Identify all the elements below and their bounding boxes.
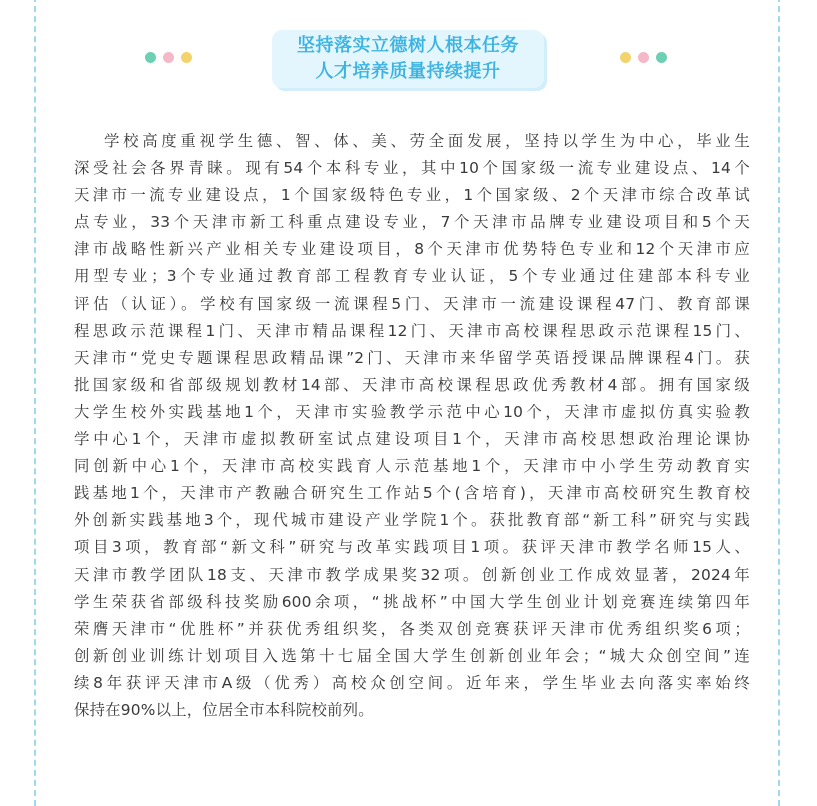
paragraph-line: 同创新中心1个，天津市高校实践育人示范基地1个，天津市中小学生劳动教育实 [74,457,750,476]
section-title-line-1: 坚持落实立德树人根本任务 [297,35,519,56]
paragraph-line: 天津市“党史专题课程思政精品课”2门、天津市来华留学英语授课品牌课程4门。获 [74,348,750,367]
paragraph-line: 津市战略性新兴产业相关专业建设项目，8个天津市优势特色专业和12个天津市应 [74,240,750,259]
dot-pink [163,52,174,63]
paragraph-line: 学校高度重视学生德、智、体、美、劳全面发展，坚持以学生为中心，毕业生 [104,132,750,150]
dot-green [145,52,156,63]
paragraph-line: 创新创业训练计划项目入选第十七届全国大学生创新创业年会；“城大众创空间”连 [74,646,750,665]
paragraph-line: 程思政示范课程1门、天津市精品课程12门、天津市高校课程思政示范课程15门、 [74,321,750,340]
dot-green [656,52,667,63]
paragraph-line: 点专业，33个天津市新工科重点建设专业，7个天津市品牌专业建设项目和5个天 [74,213,750,232]
paragraph-line: 续8年获评天津市A级（优秀）高校众创空间。近年来，学生毕业去向落实率始终 [74,673,750,692]
article-paragraph [74,128,750,724]
paragraph-line: 深受社会各界青睐。现有54个本科专业，其中10个国家级一流专业建设点、14个 [74,159,750,178]
section-title-line-2: 人才培养质量持续提升 [315,61,501,82]
paragraph-line: 保持在90%以上，位居全市本科院校前列。 [74,700,374,719]
dot-yellow [181,52,192,63]
paragraph-line: 学中心1个，天津市虚拟教研室试点建设项目1个，天津市高校思想政治理论课协 [74,430,750,449]
paragraph-line: 大学生校外实践基地1个，天津市实验教学示范中心10个，天津市虚拟仿真实验教 [74,402,750,421]
dot-pink [638,52,649,63]
paragraph-line: 践基地1个，天津市产教融合研究生工作站5个(含培育)，天津市高校研究生教育校 [74,484,750,503]
paragraph-line: 评估（认证）。学校有国家级一流课程5门、天津市一流建设课程47门、教育部课 [74,294,750,313]
paragraph-line: 项目3项，教育部“新文科”研究与改革实践项目1项。获评天津市教学名师15人、 [74,538,750,557]
left-decorative-dots [145,52,192,64]
paragraph-line: 学生荣获省部级科技奖励600余项，“挑战杯”中国大学生创业计划竞赛连续第四年 [74,592,750,611]
paragraph-line: 天津市教学团队18支、天津市教学成果奖32项。创新创业工作成效显著，2024年 [74,565,750,584]
paragraph-line: 外创新实践基地3个，现代城市建设产业学院1个。获批教育部“新工科”研究与实践 [74,511,750,530]
paragraph-line: 用型专业；3个专业通过教育部工程教育专业认证，5个专业通过住建部本科专业 [74,267,750,286]
paragraph-line: 天津市一流专业建设点，1个国家级特色专业，1个国家级、2个天津市综合改革试 [74,186,750,205]
paragraph-line: 荣膺天津市“优胜杯”并获优秀组织奖，各类双创竞赛获评天津市优秀组织奖6项； [74,619,750,638]
section-title-box [272,30,544,88]
dot-yellow [620,52,631,63]
right-decorative-dots [620,52,667,64]
paragraph-line: 批国家级和省部级规划教材14部、天津市高校课程思政优秀教材4部。拥有国家级 [74,375,750,394]
